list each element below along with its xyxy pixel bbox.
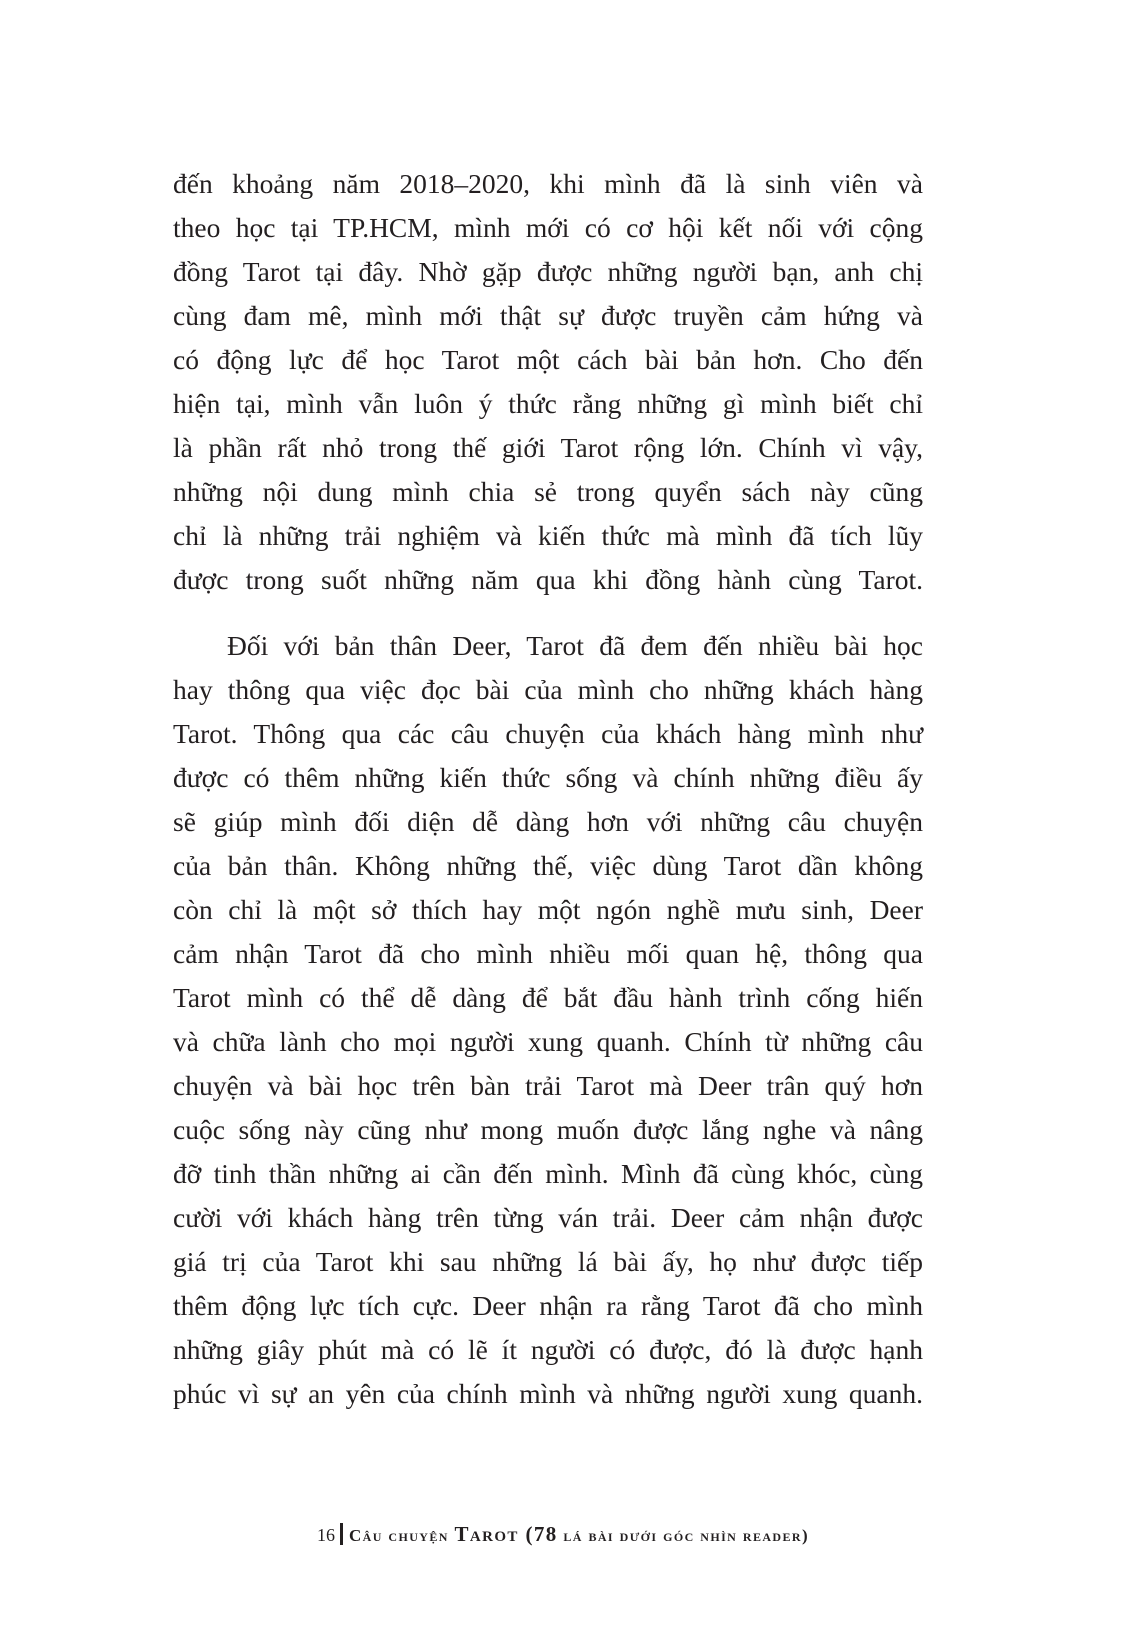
text-line: thêm động lực tích cực. Deer nhận ra rằng Tarot đã cho mình — [173, 1290, 923, 1321]
book-title-segment: Tarot — [454, 1522, 519, 1546]
text-line: Tarot mình có thể dễ dàng để bắt đầu hành trình cống hiến — [173, 982, 923, 1013]
text-line: sẽ giúp mình đối diện dễ dàng hơn với những câu chuyện — [173, 806, 923, 837]
text-line: Tarot. Thông qua các câu chuyện của khách hàng mình như — [173, 718, 923, 749]
paragraph-1 — [173, 162, 923, 602]
text-line: đồng Tarot tại đây. Nhờ gặp được những người bạn, anh chị — [173, 256, 923, 287]
text-line: là phần rất nhỏ trong thế giới Tarot rộng lớn. Chính vì vậy, — [173, 432, 923, 463]
book-title-segment: lá bài dưới góc nhìn reader) — [557, 1526, 810, 1545]
book-title-segment: ( — [518, 1522, 534, 1546]
text-line: cùng đam mê, mình mới thật sự được truyền cảm hứng và — [173, 300, 923, 331]
text-line: những giây phút mà có lẽ ít người có được, đó là được hạnh — [173, 1334, 923, 1365]
text-line: những nội dung mình chia sẻ trong quyển sách này cũng — [173, 476, 923, 507]
text-line: của bản thân. Không những thế, việc dùng Tarot dần không — [173, 850, 923, 881]
book-title-number: 78 — [533, 1522, 558, 1546]
text-line: phúc vì sự an yên của chính mình và những người xung quanh. — [173, 1378, 923, 1409]
page-number: 16 — [316, 1525, 335, 1545]
text-line: được có thêm những kiến thức sống và chính những điều ấy — [173, 762, 923, 793]
paragraph-spacer — [173, 602, 923, 624]
book-title-segment: Câu chuyện — [348, 1526, 455, 1545]
text-line: chỉ là những trải nghiệm và kiến thức mà mình đã tích lũy — [173, 520, 923, 551]
text-line: giá trị của Tarot khi sau những lá bài ấy, họ như được tiếp — [173, 1246, 923, 1277]
paragraph-2 — [173, 624, 923, 1416]
text-line: có động lực để học Tarot một cách bài bản hơn. Cho đến — [173, 344, 923, 375]
text-line: và chữa lành cho mọi người xung quanh. Chính từ những câu — [173, 1026, 923, 1057]
text-line: chuyện và bài học trên bàn trải Tarot mà Deer trân quý hơn — [173, 1070, 923, 1101]
text-line: đến khoảng năm 2018–2020, khi mình đã là sinh viên và — [173, 168, 923, 199]
running-footer — [0, 1522, 1126, 1547]
text-line: cảm nhận Tarot đã cho mình nhiều mối quan hệ, thông qua — [173, 938, 923, 969]
text-line: Đối với bản thân Deer, Tarot đã đem đến nhiều bài học — [227, 630, 923, 661]
text-line: cuộc sống này cũng như mong muốn được lắng nghe và nâng — [173, 1114, 923, 1145]
text-line: đỡ tinh thần những ai cần đến mình. Mình đã cùng khóc, cùng — [173, 1158, 923, 1189]
footer-separator — [340, 1523, 343, 1545]
text-line: được trong suốt những năm qua khi đồng hành cùng Tarot. — [173, 564, 923, 595]
body-text — [173, 162, 923, 1416]
book-title — [348, 1522, 810, 1546]
text-line: hay thông qua việc đọc bài của mình cho những khách hàng — [173, 674, 923, 705]
text-line: hiện tại, mình vẫn luôn ý thức rằng những gì mình biết chỉ — [173, 388, 923, 419]
text-line: còn chỉ là một sở thích hay một ngón nghề mưu sinh, Deer — [173, 894, 923, 925]
text-line: theo học tại TP.HCM, mình mới có cơ hội kết nối với cộng — [173, 212, 923, 243]
text-line: cười với khách hàng trên từng ván trải. Deer cảm nhận được — [173, 1202, 923, 1233]
